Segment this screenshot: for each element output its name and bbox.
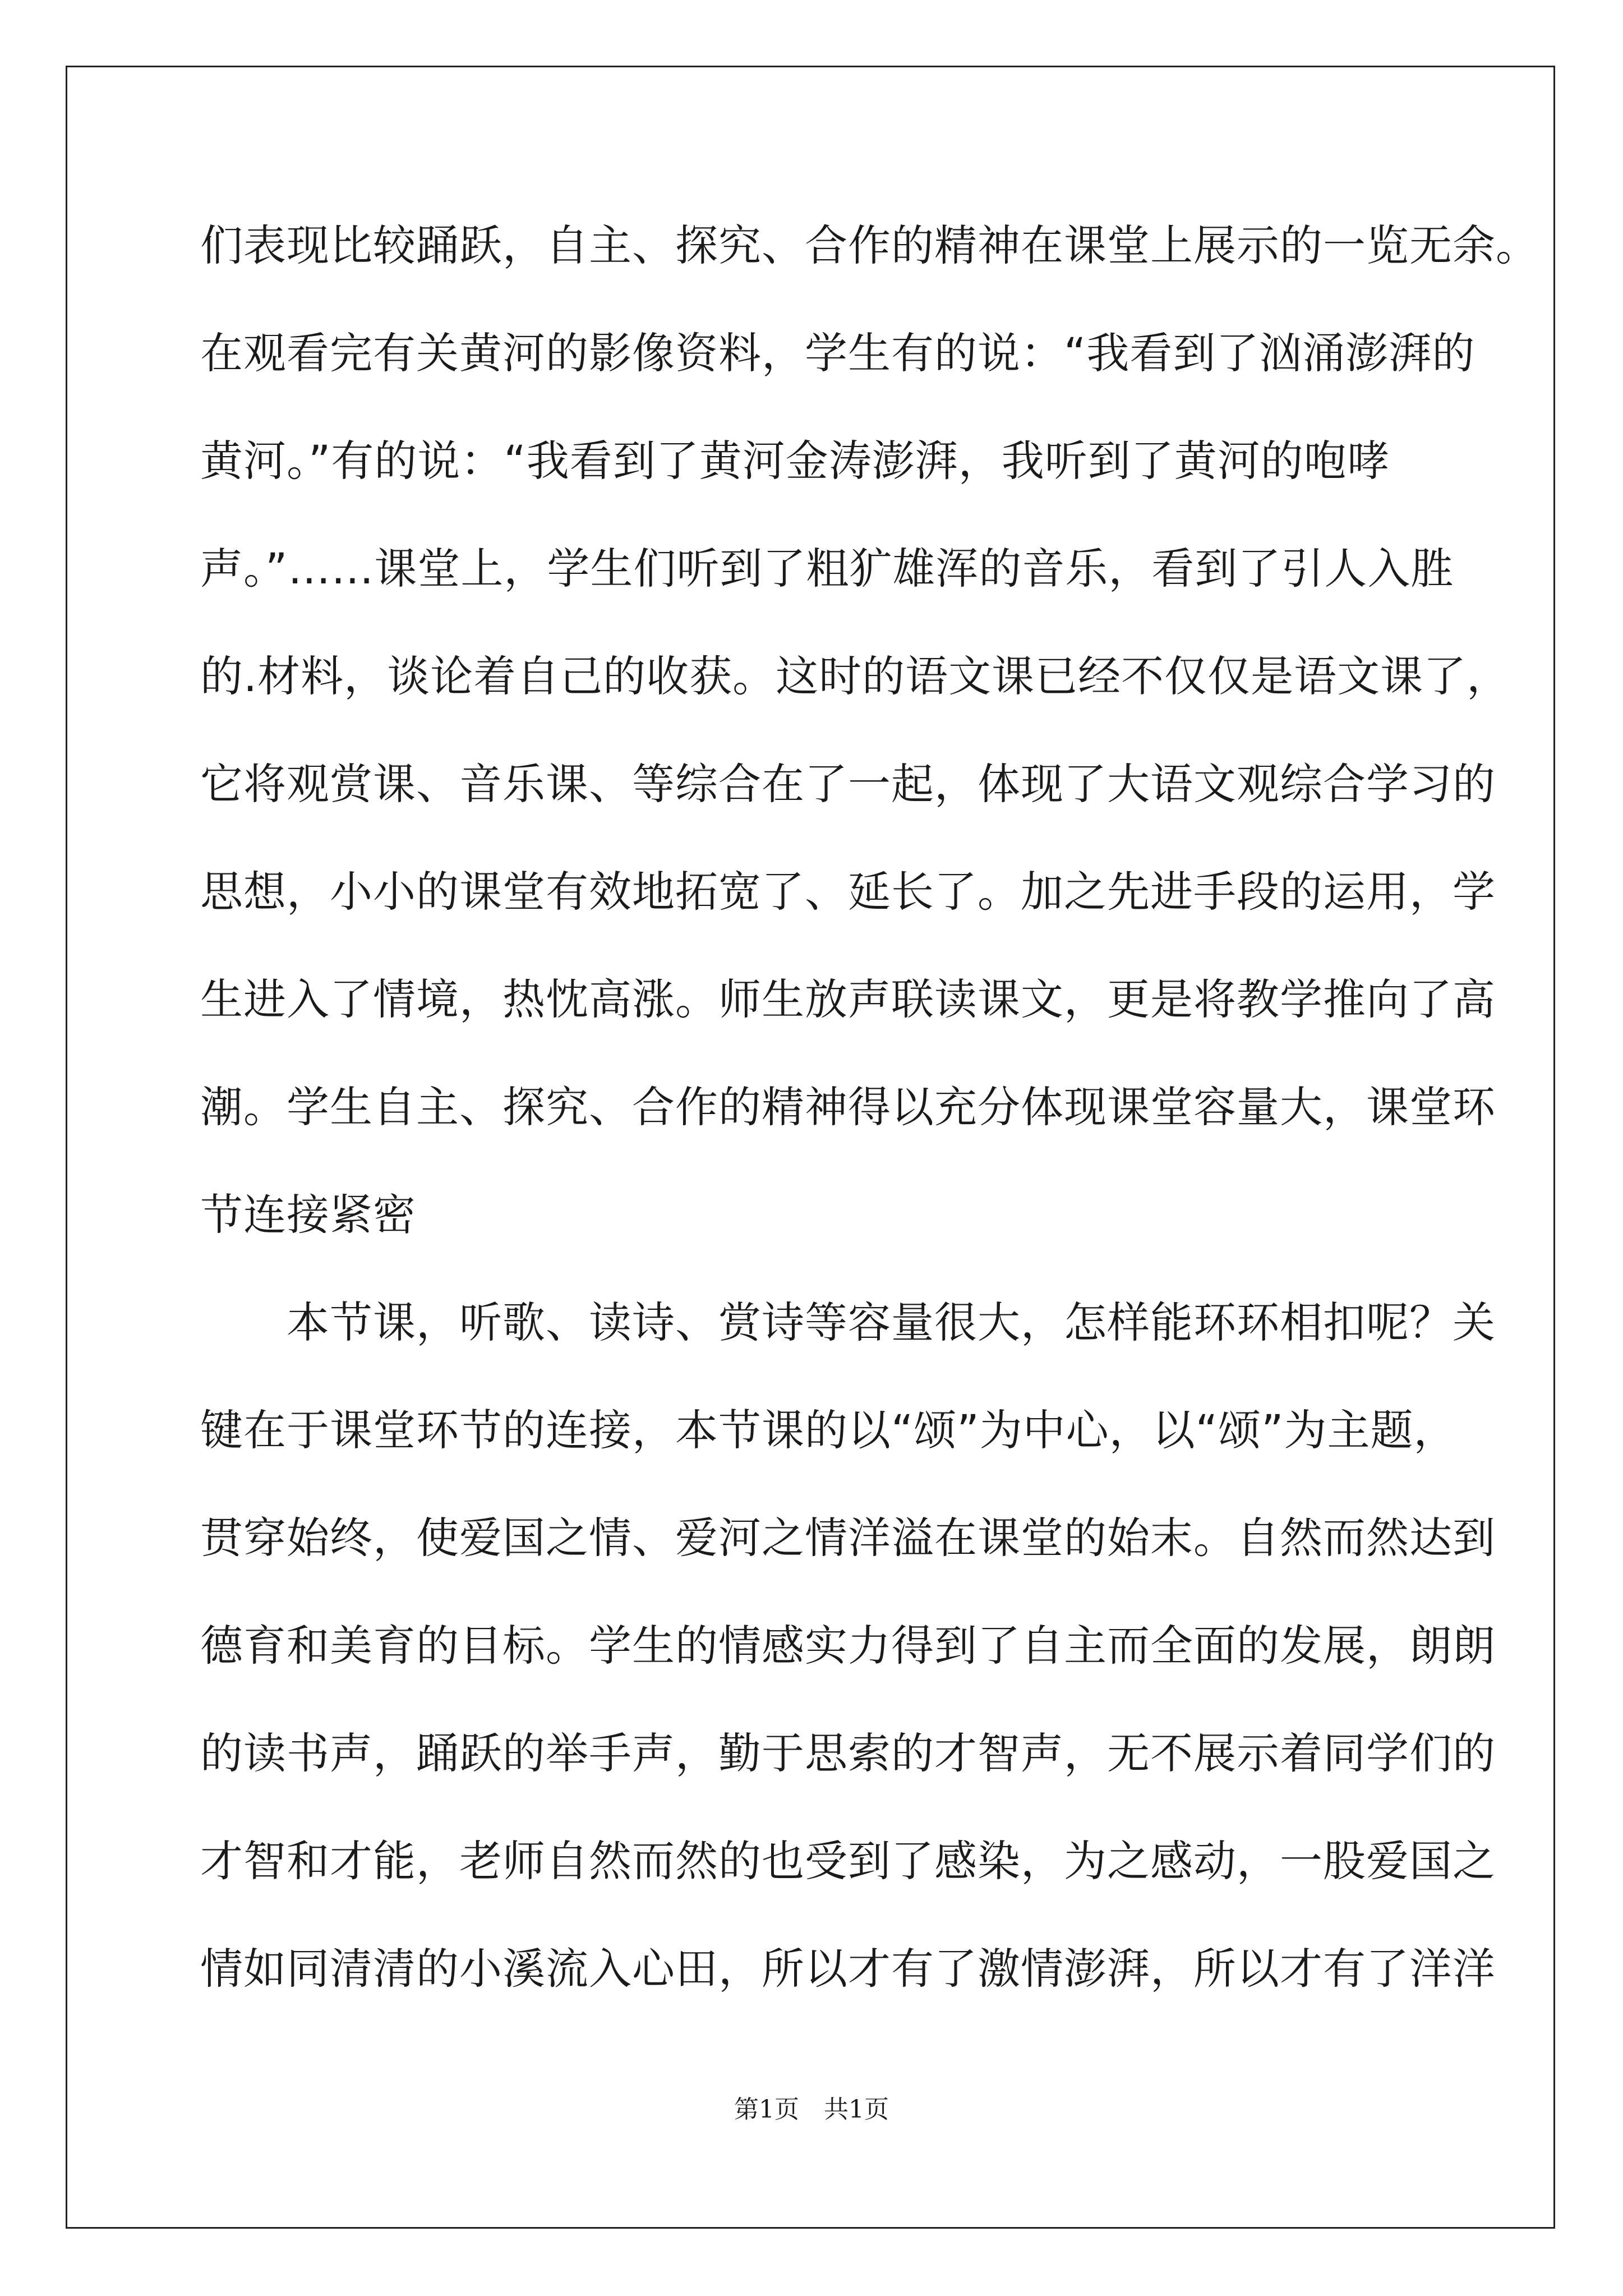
page-border	[66, 66, 1555, 2229]
text-line: 才智和才能，老师自然而然的也受到了感染，为之感动，一股爱国之	[200, 1836, 1496, 1886]
text-line: 贯穿始终，使爱国之情、爱河之情洋溢在课堂的始末。自然而然达到	[200, 1513, 1496, 1563]
text-line: 声。”……课堂上，学生们听到了粗犷雄浑的音乐，看到了引人入胜	[200, 544, 1454, 593]
text-line: 它将观赏课、音乐课、等综合在了一起，体现了大语文观综合学习的	[200, 759, 1496, 809]
text-line: 们表现比较踊跃，自主、探究、合作的精神在课堂上展示的一览无余。	[200, 220, 1539, 270]
text-line: 黄河。”有的说：“我看到了黄河金涛澎湃，我听到了黄河的咆哮	[200, 436, 1390, 486]
text-line: 潮。学生自主、探究、合作的精神得以充分体现课堂容量大，课堂环	[200, 1082, 1496, 1132]
text-line: 生进入了情境，热忱高涨。师生放声联读课文，更是将教学推向了高	[200, 974, 1496, 1024]
text-line: 的.材料，谈论着自己的收获。这时的语文课已经不仅仅是语文课了，	[200, 651, 1510, 701]
text-line: 键在于课堂环节的连接，本节课的以“颂”为中心，以“颂”为主题，	[200, 1405, 1457, 1455]
text-line: 情如同清清的小溪流入心田，所以才有了激情澎湃，所以才有了洋洋	[200, 1944, 1496, 1994]
page-number: 第1页 共1页	[734, 2095, 889, 2124]
text-line: 在观看完有关黄河的影像资料，学生有的说：“我看到了汹涌澎湃的	[200, 328, 1476, 378]
text-line: 的读书声，踊跃的举手声，勤于思索的才智声，无不展示着同学们的	[200, 1728, 1496, 1778]
text-line: 节连接紧密	[200, 1190, 416, 1240]
text-line: 本节课，听歌、读诗、赏诗等容量很大，怎样能环环相扣呢？关	[200, 1297, 1496, 1347]
text-line: 德育和美育的目标。学生的情感实力得到了自主而全面的发展，朗朗	[200, 1621, 1496, 1671]
text-line: 思想，小小的课堂有效地拓宽了、延长了。加之先进手段的运用，学	[200, 867, 1496, 917]
